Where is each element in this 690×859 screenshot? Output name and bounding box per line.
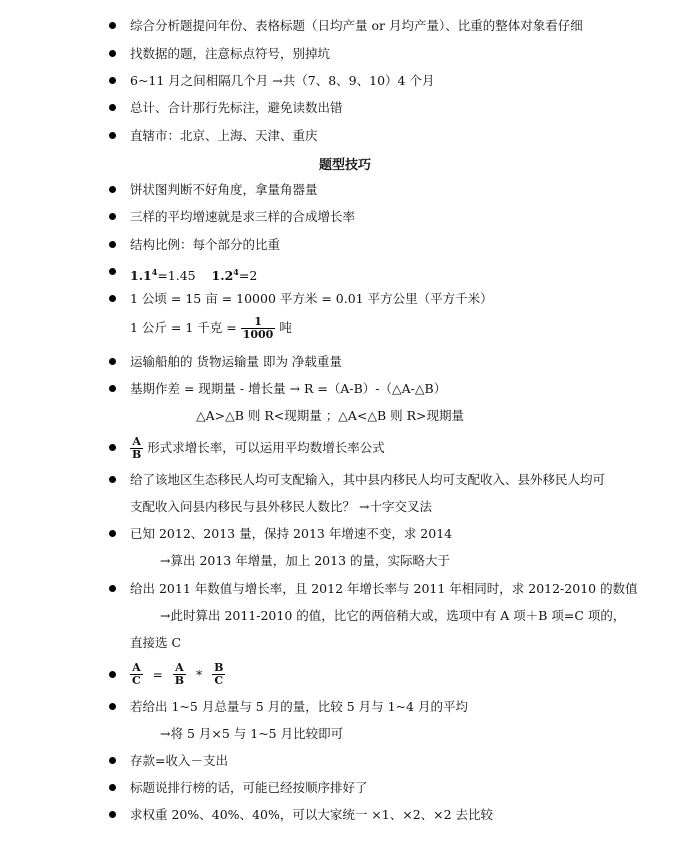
fraction: [130, 436, 143, 461]
multiply-sign: *: [196, 667, 203, 682]
item-text: 饼状图判断不好角度，拿量角器量: [130, 182, 318, 197]
fraction-numerator: B: [214, 661, 224, 674]
bullet-icon: [109, 703, 116, 710]
power-formulas: [130, 263, 257, 285]
bullet-icon: [109, 476, 116, 483]
item-text: →算出 2013 年增量，加上 2013 的量，实际略大于: [160, 553, 450, 568]
power-exponent: 4: [233, 267, 239, 277]
equals-sign: =: [152, 667, 163, 682]
fraction: [130, 662, 143, 687]
item-text: 直辖市：北京、上海、天津、重庆: [130, 128, 318, 143]
item-text: 三样的平均增速就是求三样的合成增长率: [130, 209, 356, 224]
fraction-numerator: A: [132, 661, 141, 674]
item-text: 找数据的题，注意标点符号，别掉坑: [130, 46, 331, 61]
bullet-icon: [109, 213, 116, 220]
item-text: 总计、合计那行先标注，避免读数出错: [130, 100, 343, 115]
bullet-icon: [109, 784, 116, 791]
item-text: 运输船舶的 货物运输量 即为 净载重量: [130, 354, 342, 369]
item-text: 1 公顷 = 15 亩 = 10000 平方米 = 0.01 平方公里（平方千米）: [130, 291, 493, 306]
item-text: 6~11 月之间相隔几个月 →共（7、8、9、10）4 个月: [130, 73, 435, 88]
bullet-icon: [109, 811, 116, 818]
fraction-denominator: C: [212, 674, 225, 687]
bullet-icon: [109, 104, 116, 111]
item-text: 给出 2011 年数值与增长率，且 2012 年增长率与 2011 年相同时，求 2012-2010 的数值: [130, 581, 638, 596]
item-text: 若给出 1~5 月总量与 5 月的量，比较 5 月与 1~4 月的平均: [130, 699, 468, 714]
item-text: →此时算出 2011-2010 的值，比它的两倍稍大或，选项中有 A 项＋B 项=C 项的，: [160, 608, 626, 623]
item-text: 吨: [279, 320, 292, 335]
bullet-icon: [109, 22, 116, 29]
item-text: 直接选 C: [130, 635, 182, 650]
bullet-icon: [109, 671, 116, 678]
fraction-numerator: 1: [254, 315, 262, 328]
power-value: =1.45: [157, 268, 196, 284]
fraction-numerator: A: [175, 661, 184, 674]
fraction-denominator: 1000: [242, 328, 274, 341]
bullet-icon: [109, 585, 116, 592]
power-base: 1.1: [130, 268, 152, 284]
fraction-denominator: C: [132, 674, 141, 687]
item-text: 结构比例：每个部分的比重: [130, 237, 281, 252]
bullet-icon: [109, 186, 116, 193]
item-text: 给了该地区生态移民人均可支配输入，其中县内移民人均可支配收入、县外移民人均可: [130, 472, 606, 487]
bullet-icon: [109, 132, 116, 139]
fraction-denominator: B: [174, 674, 185, 687]
fraction: [212, 662, 225, 687]
bullet-icon: [109, 358, 116, 365]
item-text: 标题说排行榜的话，可能已经按顺序排好了: [130, 780, 368, 795]
fraction-numerator: A: [132, 435, 141, 448]
item-text: 已知 2012、2013 量，保持 2013 年增速不变，求 2014: [130, 526, 453, 541]
bullet-icon: [109, 444, 116, 451]
fraction: [173, 662, 186, 687]
fraction-denominator: B: [132, 448, 142, 461]
item-text: 基期作差 = 现期量 - 增长量 → R =（A-B）-（△A-△B）: [130, 381, 447, 396]
item-text: 存款=收入－支出: [130, 753, 228, 768]
bullet-icon: [109, 50, 116, 57]
power-value: =2: [238, 268, 258, 284]
item-text: 形式求增长率，可以运用平均数增长率公式: [147, 440, 385, 455]
fraction: [241, 316, 276, 341]
bullet-icon: [109, 241, 116, 248]
bullet-icon: [109, 530, 116, 537]
item-text: 综合分析题提问年份、表格标题（日均产量 or 月均产量）、比重的整体对象看仔细: [130, 18, 583, 33]
bullet-icon: [109, 77, 116, 84]
section-heading: 题型技巧: [318, 158, 371, 173]
item-text: →将 5 月×5 与 1~5 月比较即可: [160, 726, 344, 741]
bullet-icon: [109, 757, 116, 764]
unit-conversion-line: [130, 316, 292, 341]
bullet-icon: [109, 268, 116, 275]
power-exponent: 4: [151, 267, 158, 277]
bullet-icon: [109, 385, 116, 392]
item-text: 求权重 20%、40%、40%，可以大家统一 ×1、×2、×2 去比较: [130, 807, 494, 822]
bullet-icon: [109, 295, 116, 302]
fraction-growth-line: [130, 436, 385, 461]
fraction-identity: [130, 662, 225, 687]
item-text: 支配收入问县内移民与县外移民人数比？ →十字交叉法: [130, 499, 432, 514]
item-text: △A>△B 则 R<现期量 ；△A<△B 则 R>现期量: [196, 408, 464, 423]
item-text: 1 公斤 = 1 千克 =: [130, 320, 237, 335]
power-base: 1.2: [211, 268, 234, 284]
